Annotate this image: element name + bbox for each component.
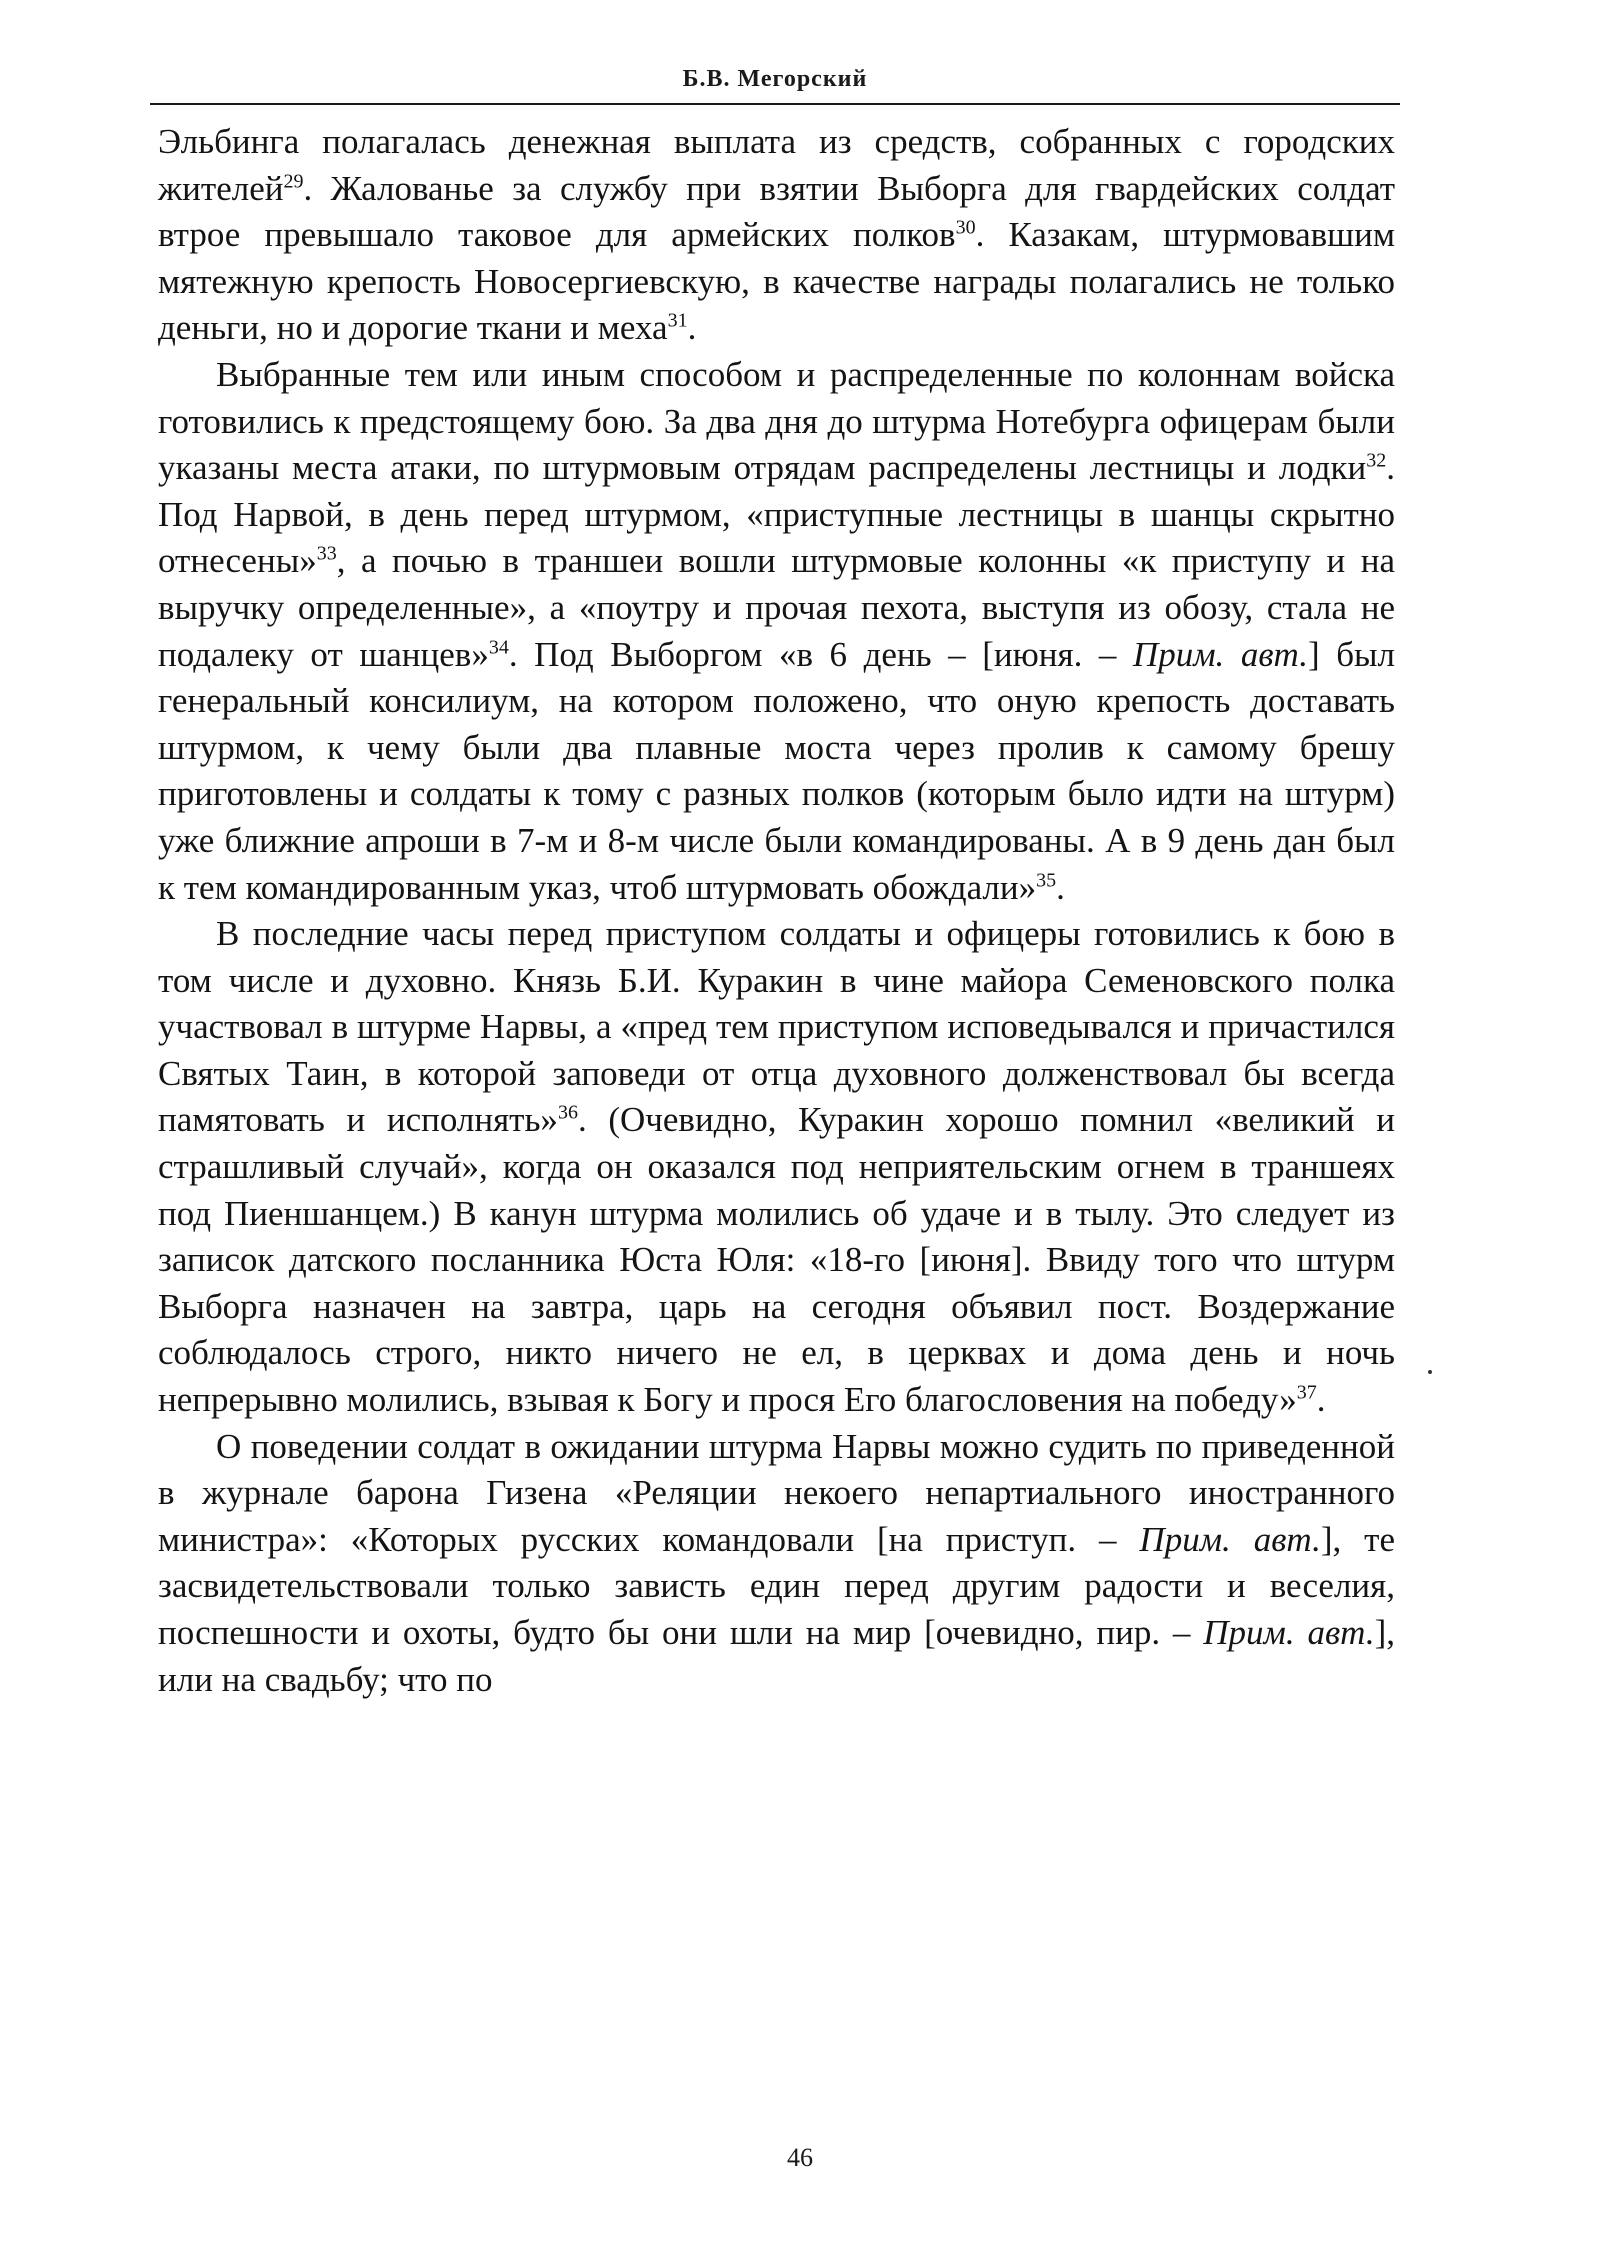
footnote-ref-30: 30 xyxy=(955,216,976,239)
paragraph-2 xyxy=(158,352,1395,911)
page-body xyxy=(158,119,1395,1703)
page-number: 46 xyxy=(787,2143,813,2172)
author-note-1: Прим. авт. xyxy=(1132,634,1308,674)
paragraph-1 xyxy=(158,119,1395,352)
paragraph-4-text-3: ], или на свадьбу; что по xyxy=(158,1613,1395,1699)
paragraph-4-text-1: О поведении солдат в ожидании штурма Нарвы можно судить по приведенной в журнале барона Гизена «Реляции некоего непартиального иностранного министра»: «Которых русских командовали [на приступ. – xyxy=(158,1426,1395,1559)
paragraph-2-text-2: . Под Нарвой, в день перед штурмом, «приступные лестницы в шанцы скрытно отнесены» xyxy=(158,448,1395,581)
paragraph-2-text-5: ] был генеральный консилиум, на котором положено, что оную крепость доставать штурмом, к чему были два плавные моста через пролив к самому брешу приготовлены и солдаты к тому с разных полков (которым было идти на штурм) уже ближние апроши в 7-м и 8-м числе были командированы. А в 9 день дан был к тем командированным указ, чтоб штурмовать обождали» xyxy=(158,634,1395,907)
paragraph-2-text-1: Выбранные тем или иным способом и распределенные по колоннам войска готовились к предстоящему бою. За два дня до штурма Нотебурга офицерам были указаны места атаки, по штурмовым отрядам распределены лестницы и лодки xyxy=(158,354,1395,488)
author-note-3: Прим. авт. xyxy=(1203,1613,1375,1652)
paragraph-3-text-2: . (Очевидно, Куракин хорошо помнил «великий и страшливый случай», когда он оказался под неприятельским огнем в траншеях под Пиеншанцем.) В канун штурма молились об удаче и в тылу. Это следует из записок датского посланника Юста Юля: «18-го [июня]. Ввиду того что штурм Выборга назначен на завтра, царь на сегодня объявил пост. Воздержание соблюдалось строго, никто ничего не ел, в церквах и дома день и ночь непрерывно молились, взывая к Богу и прося Его благословения на победу» xyxy=(158,1100,1395,1420)
paragraph-1-text-3: . Казакам, штурмовавшим мятежную крепость Новосергиевскую, в качестве награды полагались не только деньги, но и дорогие ткани и меха xyxy=(158,215,1396,348)
footnote-ref-37: 37 xyxy=(1296,1381,1317,1404)
paragraph-2-text-6: . xyxy=(1056,867,1065,907)
footnote-ref-35: 35 xyxy=(1036,868,1057,891)
header-rule xyxy=(150,103,1400,105)
footnote-ref-31: 31 xyxy=(667,309,688,332)
paragraph-1-text-4: . xyxy=(687,308,697,348)
paragraph-4 xyxy=(158,1424,1395,1704)
footnote-ref-33: 33 xyxy=(316,542,337,565)
paragraph-1-text-1: Эльбинга полагалась денежная выплата из средств, собранных с городских жителей xyxy=(158,122,1395,208)
paragraph-3 xyxy=(158,911,1395,1424)
paragraph-3-text-3: . xyxy=(1316,1380,1326,1420)
author-note-2: Прим. авт. xyxy=(1139,1519,1321,1559)
footnote-ref-29: 29 xyxy=(283,169,304,192)
paragraph-3-text-1: В последние часы перед приступом солдаты и офицеры готовились к бою в том числе и духовно. Князь Б.И. Куракин в чине майора Семеновского полка участвовал в штурме Нарвы, а «пред тем приступом исповедывался и причастился Святых Таин, в которой заповеди от отца духовного долженствовал бы всегда памятовать и исполнять» xyxy=(158,914,1395,1140)
paragraph-4-text-2: ], те засвидетельствовали только зависть един перед другим радости и веселия, поспешности и охоты, будто бы они шли на мир [очевидно, пир. – xyxy=(158,1519,1395,1652)
footnote-ref-36: 36 xyxy=(557,1101,578,1124)
paragraph-2-text-3: , а почью в траншеи вошли штурмовые колонны «к приступу и на выручку определенные», а «поутру и прочая пехота, выступя из обозу, стала не подалеку от шанцев» xyxy=(158,541,1395,674)
running-head: Б.В. Мегорский xyxy=(682,66,868,92)
paragraph-2-text-4: . Под Выборгом «в 6 день – [июня. – xyxy=(508,634,1133,674)
footnote-ref-34: 34 xyxy=(488,635,509,658)
footnote-ref-32: 32 xyxy=(1366,449,1387,472)
paragraph-1-text-2: . Жалованье за службу при взятии Выборга для гвардейских солдат втрое превышало таковое для армейских полков xyxy=(158,168,1395,255)
scan-speck xyxy=(1428,1370,1432,1374)
